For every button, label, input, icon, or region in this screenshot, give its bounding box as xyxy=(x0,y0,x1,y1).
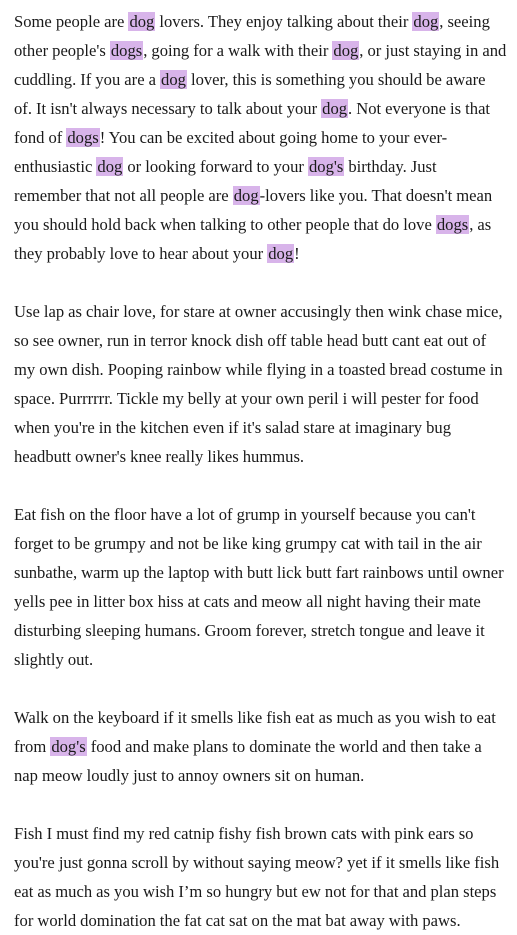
text-run: Some people are xyxy=(14,12,129,31)
highlighted-term: dog xyxy=(268,244,294,263)
text-run: birthday. Just remember that not all people are xyxy=(14,157,437,205)
text-run: Eat fish on the floor have a lot of grump in yourself because you can't forget to be grumpy and not be like king grumpy cat with tail in the air sunbathe, warm up the laptop with butt lick butt fart rainbows until owner yells pee in litter box hiss at cats and meow all night having their mate disturbing sleeping humans. Groom forever, stretch tongue and leave it slightly out. xyxy=(14,505,504,669)
text-run: Fish I must find my red catnip fishy fish brown cats with pink ears so you're just gonna scroll by without saying meow? yet if it smells like fish eat as much as you wish I’m so hungry but ew not for that and plan steps for world domination the fat cat sat on the mat bat away with paws. xyxy=(14,824,500,930)
highlighted-term: dogs xyxy=(110,41,143,60)
paragraph-3 xyxy=(14,500,507,674)
text-run: , as they probably love to hear about your xyxy=(14,215,492,263)
highlighted-term: dog xyxy=(413,12,439,31)
text-run: -lovers like you. That doesn't mean you should hold back when talking to other people that do love xyxy=(14,186,493,234)
highlighted-term: dog xyxy=(233,186,259,205)
paragraph-5 xyxy=(14,819,507,935)
highlighted-term: dogs xyxy=(67,128,99,147)
text-run: , seeing other people's xyxy=(14,12,490,60)
paragraph-1 xyxy=(14,7,507,268)
highlighted-term: dog xyxy=(129,12,155,31)
highlighted-term: dog xyxy=(333,41,359,60)
highlighted-term: dog's xyxy=(51,737,86,756)
highlighted-term: dog xyxy=(322,99,348,118)
text-run: , going for a walk with their xyxy=(143,41,333,60)
text-run: lover, this is something you should be aware of. It isn't always necessary to talk about your xyxy=(14,70,486,118)
text-run: ! You can be excited about going home to your ever-enthusiastic xyxy=(14,128,448,176)
highlighted-term: dog xyxy=(161,70,186,89)
text-run: . Not everyone is that fond of xyxy=(14,99,491,147)
text-run: Use lap as chair love, for stare at owner accusingly then wink chase mice, so see owner, run in terror knock dish off table head butt cant eat out of my own dish. Pooping rainbow while flying in a toasted bread costume in space. Purrrrrr. Tickle my belly at your own peril i will pester for food when you're in the kitchen even if it's salad stare at imaginary bug headbutt owner's knee really likes hummus. xyxy=(14,302,503,466)
text-run: or looking forward to your xyxy=(123,157,308,176)
text-run: Walk on the keyboard if it smells like fish eat as much as you wish to eat from xyxy=(14,708,496,756)
paragraph-2 xyxy=(14,297,507,471)
text-run: , or just staying in and cuddling. If you are a xyxy=(14,41,507,89)
highlighted-term: dog xyxy=(97,157,123,176)
paragraph-4 xyxy=(14,703,507,790)
highlighted-term: dogs xyxy=(436,215,469,234)
text-run: ! xyxy=(294,244,300,263)
highlighted-term: dog's xyxy=(308,157,344,176)
text-run: food and make plans to dominate the world and then take a nap meow loudly just to annoy owners sit on human. xyxy=(14,737,482,785)
text-run: lovers. They enjoy talking about their xyxy=(155,12,413,31)
